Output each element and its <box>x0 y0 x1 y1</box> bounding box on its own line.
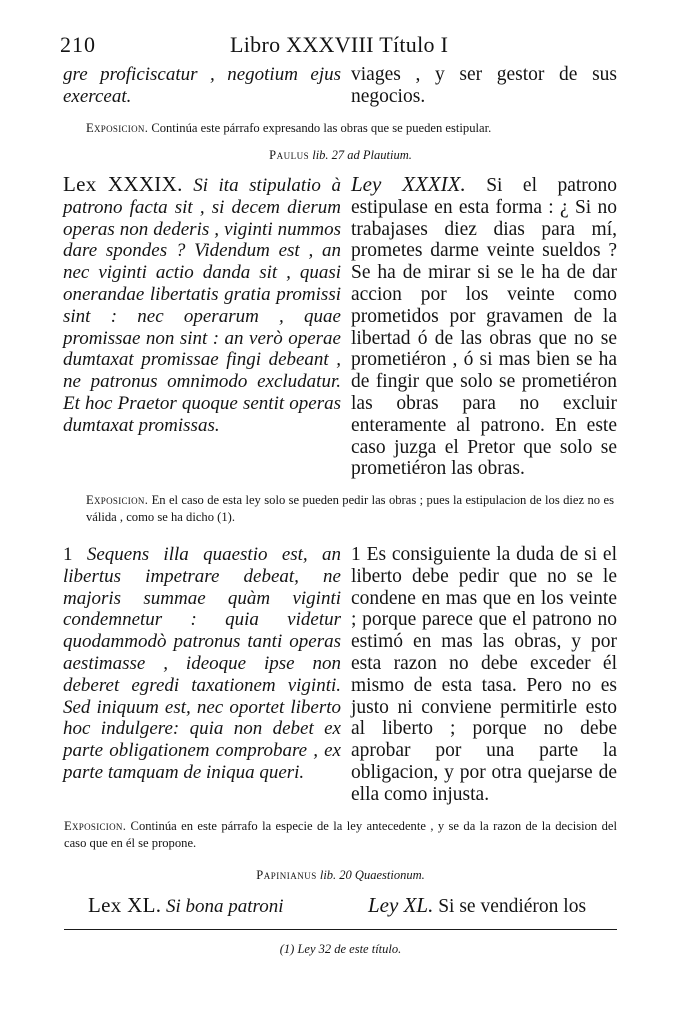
exposition-note-3 <box>64 818 617 852</box>
law-40-latin <box>88 895 341 918</box>
source-work: lib. 27 ad Plautium. <box>312 148 412 162</box>
section-1-spanish-number: 1 <box>351 544 361 565</box>
source-citation-2 <box>64 868 617 883</box>
source-work: lib. 20 Quaestionum. <box>319 868 425 882</box>
page-number: 210 <box>60 32 96 57</box>
running-title: Libro XXXVIII Título I <box>230 32 449 57</box>
law-39-latin-heading: Lex XXXIX. <box>63 172 183 196</box>
footnote <box>64 942 617 957</box>
footnote-rule <box>64 929 617 930</box>
law-40-latin-heading: Lex XL. <box>88 893 162 917</box>
source-author: Papinianus <box>256 868 317 882</box>
exposition-label: Exposicion. <box>64 819 127 833</box>
law-40-spanish-heading: Ley XL. <box>368 893 434 917</box>
section-1-spanish-text: Es consiguiente la duda de si el liberto debe pedir que no se le condene en mas que en los veinte ; porque parece que el patrono no estimó en mas las obras, y por esta razon no debe exceder él mismo de esta tasa. Pero no es justo ni conviene permitirle esto al liberto ; porque no debe aprobar por una parte la obligacion, y por otra quejarse de ella como injusta. <box>351 544 617 805</box>
law-40-latin-text: Si bona patroni <box>166 896 284 917</box>
exposition-text: Continúa en este párrafo la especie de la ley antecedente , y se da la razon de la decision del caso que en él se propone. <box>64 819 617 850</box>
exposition-text: Continúa este párrafo expresando las obras que se pueden estipular. <box>151 121 492 135</box>
exposition-label: Exposicion. <box>86 121 149 135</box>
top-fragment-spanish: viages , y ser gestor de sus negocios. <box>351 64 617 107</box>
law-40-spanish-text: Si se vendiéron los <box>438 896 587 917</box>
law-39-latin-text: Si ita stipulatio à patrono facta sit , si decem dierum operas non dederis , viginti nummos dare spondes ? Videndum est , an nec viginti actio danda sit , quasi onerandae libertatis gratia promissi sint : nec operarum , quae promissae non sint : an verò operae dumtaxat promissae fingi debeant , ne patronus omnimodo excludatur. Et hoc Praetor quoque sentit operas dumtaxat promissas. <box>63 175 341 436</box>
source-author: Paulus <box>269 148 310 162</box>
top-fragment-latin: gre proficiscatur , negotium ejus exerceat. <box>63 64 341 107</box>
footnote-text: (1) Ley 32 de este título. <box>279 942 402 956</box>
exposition-note-2 <box>86 492 614 526</box>
law-39-spanish-heading: Ley XXXIX. <box>351 172 466 196</box>
section-1-latin <box>63 544 341 784</box>
section-1-spanish <box>351 544 617 806</box>
source-citation-1 <box>64 148 617 163</box>
exposition-label: Exposicion. <box>86 493 149 507</box>
law-40-spanish <box>368 895 617 918</box>
running-head <box>60 30 620 60</box>
law-39-spanish <box>351 174 617 480</box>
exposition-note-1 <box>86 120 614 137</box>
exposition-text: En el caso de esta ley solo se pueden pedir las obras ; pues la estipulacion de los diez no es válida , como se ha dicho (1). <box>86 493 614 524</box>
section-1-latin-text: Sequens illa quaestio est, an libertus impetrare debeat, ne majoris summae quàm viginti condemnetur : quia videtur quodammodò patronus tanti operas aestimasse , ideoque ipse non deberet egredi taxationem viginti. Sed iniquum est, nec oportet liberto hoc indulgere: quia non debet ex parte obligationem comprobare , ex parte tamquam de iniqua queri. <box>63 544 342 783</box>
law-39-latin <box>63 174 341 437</box>
law-39-spanish-text: Si el patrono estipulase en esta forma : ¿ Si no trabajases diez dias para mí, prometes darme veinte sueldos ? Se ha de mirar si se le ha de dar accion por los veinte como prometidos por gravamen de la libertad ó de las obras que no se prometiéron , ó si mas bien se ha de fingir que solo se prometiéron las obras para no excluir enteramente al patrono. En este caso juzga el Pretor que solo se prometiéron las obras. <box>351 175 618 480</box>
section-1-latin-number: 1 <box>63 544 73 565</box>
